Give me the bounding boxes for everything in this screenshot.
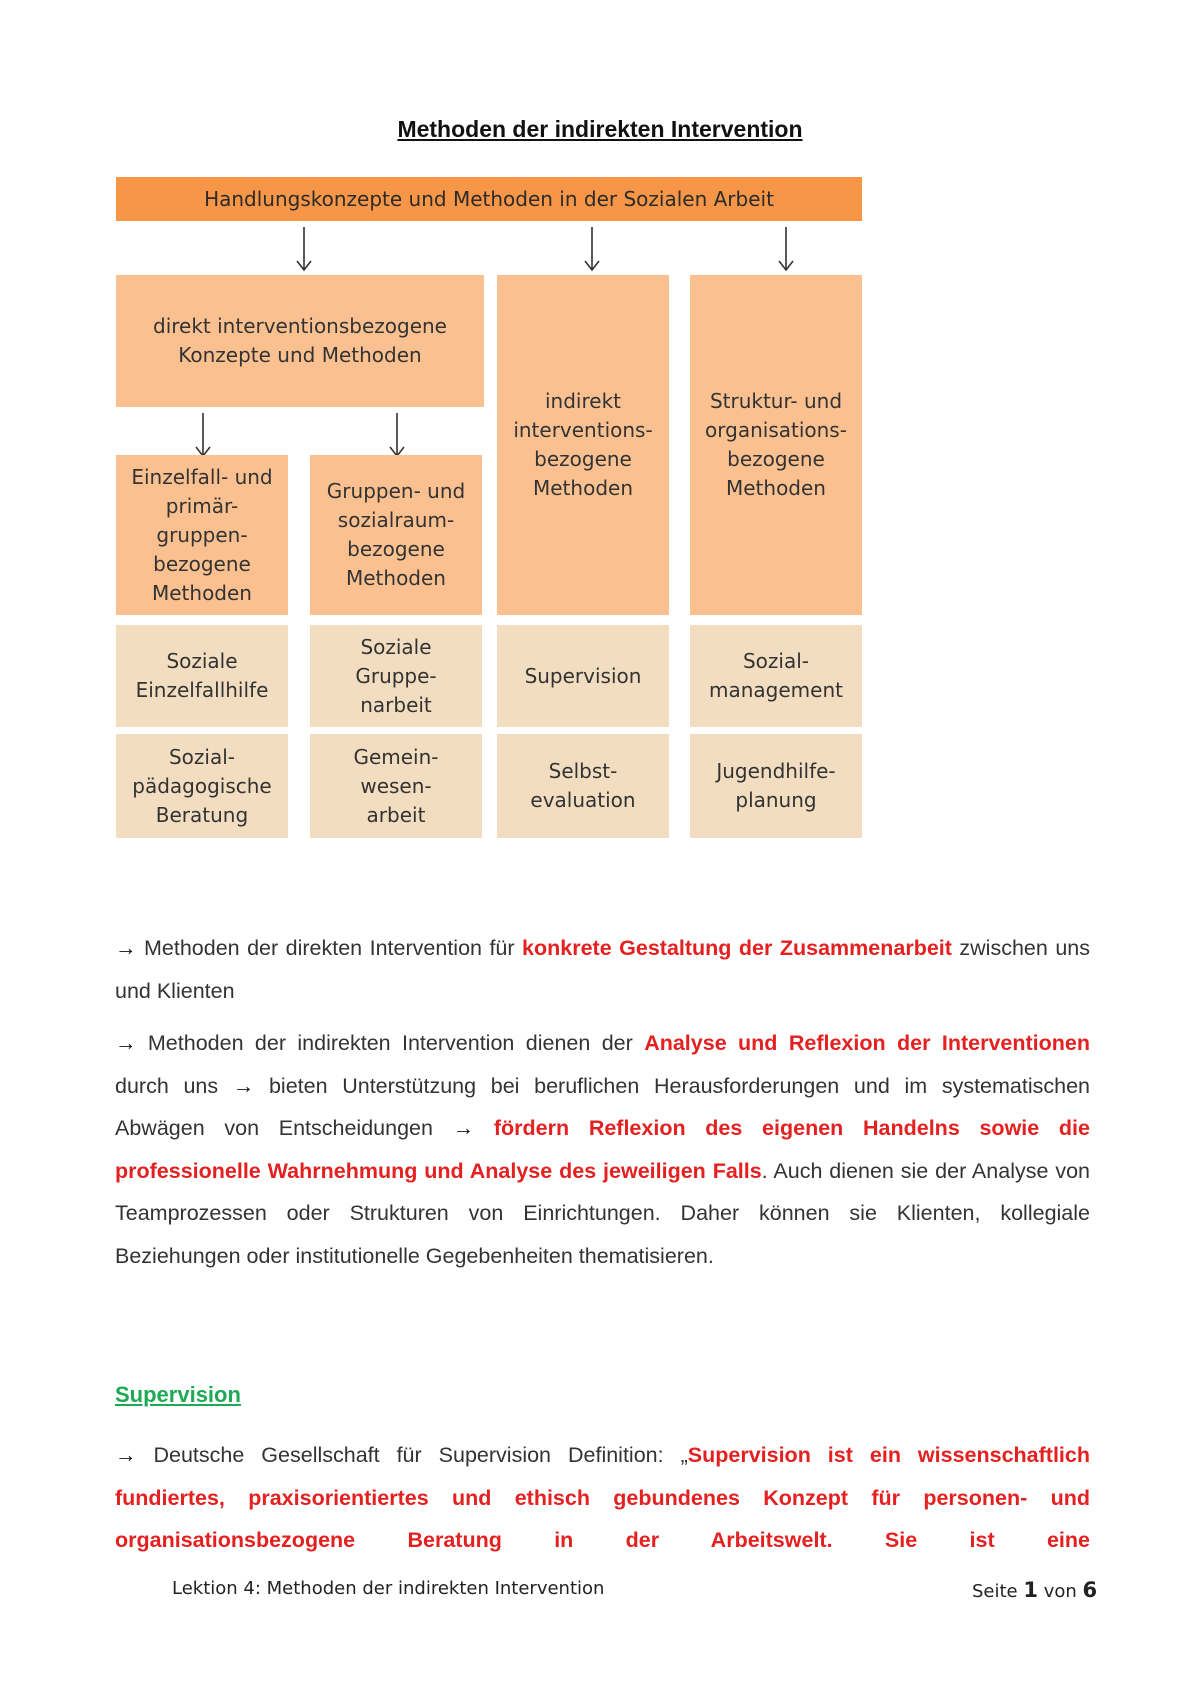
group-methods-box: Gruppen- und sozialraum- bezogene Methoden bbox=[310, 455, 482, 615]
text-run: . Auch dienen sie der Analyse von Teamprozessen oder Strukturen von Einrichtungen. Daher können sie Klienten, kollegiale Beziehungen oder institutionelle Gegebenheiten thematisieren. bbox=[115, 1158, 1090, 1268]
arrow-right-icon: → bbox=[232, 1073, 255, 1098]
arrow-right-icon: → bbox=[115, 1031, 137, 1055]
footer-lesson: Lektion 4: Methoden der indirekten Intervention bbox=[172, 1578, 605, 1599]
method-cell: Selbst- evaluation bbox=[497, 734, 669, 838]
highlight-text: fördern Reflexion des eigenen Handelns sowie die professionelle Wahrnehmung und Analyse des jeweiligen Falls bbox=[115, 1116, 1090, 1183]
method-cell: Sozial- management bbox=[690, 625, 862, 727]
text-run: bieten Unterstützung bei beruflichen Herausforderungen und im systematischen Abwägen von Entscheidungen bbox=[115, 1073, 1090, 1140]
arrow-right-icon: → bbox=[115, 936, 137, 960]
direct-methods-box: direkt interventionsbezogene Konzepte und Methoden bbox=[116, 275, 484, 407]
section-title-supervision: Supervision bbox=[115, 1382, 241, 1407]
highlight-text: konkrete Gestaltung der Zusammenarbeit bbox=[522, 936, 952, 960]
arrow-down-icon bbox=[582, 225, 602, 273]
highlight-text: Analyse und Reflexion der Interventionen bbox=[644, 1031, 1090, 1055]
methods-diagram bbox=[116, 177, 862, 841]
text-run: zwischen uns und Klienten bbox=[115, 936, 1090, 1003]
text-run: Deutsche Gesellschaft für Supervision Definition: bbox=[136, 1443, 681, 1467]
method-cell: Jugendhilfe- planung bbox=[690, 734, 862, 838]
arrow-down-icon bbox=[776, 225, 796, 273]
paragraph-indirect bbox=[115, 1022, 1090, 1277]
text-run: durch uns bbox=[115, 1073, 233, 1098]
footer-total-pages: 6 bbox=[1082, 1578, 1098, 1602]
arrow-down-icon bbox=[294, 225, 314, 273]
arrow-down-icon bbox=[387, 411, 407, 459]
indirect-methods-box: indirekt interventions- bezogene Methoden bbox=[497, 275, 669, 615]
highlight-text: Supervision ist ein wissenschaftlich fundiertes, praxisorientiertes und ethisch gebundenes Konzept für personen- und organisationsbezogene Beratung in der Arbeitswelt. Sie ist eine bbox=[115, 1443, 1090, 1552]
structure-methods-box: Struktur- und organisations- bezogene Methoden bbox=[690, 275, 862, 615]
quote-mark: „ bbox=[680, 1443, 688, 1467]
arrow-down-icon bbox=[193, 411, 213, 459]
diagram-header: Handlungskonzepte und Methoden in der Sozialen Arbeit bbox=[116, 177, 862, 221]
arrow-right-icon: → bbox=[115, 1443, 137, 1467]
text-run: Methoden der direkten Intervention für bbox=[136, 936, 523, 960]
page-title: Methoden der indirekten Intervention bbox=[397, 116, 803, 142]
footer-page-number bbox=[972, 1578, 1097, 1602]
paragraph-direct bbox=[115, 927, 1090, 1012]
method-cell: Gemein- wesen- arbeit bbox=[310, 734, 482, 838]
method-cell: Soziale Einzelfallhilfe bbox=[116, 625, 288, 727]
footer-seite: Seite bbox=[972, 1581, 1018, 1602]
single-case-methods-box: Einzelfall- und primär- gruppen- bezogene Methoden bbox=[116, 455, 288, 615]
footer-current-page: 1 bbox=[1023, 1578, 1038, 1602]
method-cell: Supervision bbox=[497, 625, 669, 727]
paragraph-supervision bbox=[115, 1434, 1090, 1562]
arrow-right-icon: → bbox=[452, 1116, 475, 1140]
text-run: Methoden der indirekten Intervention dienen der bbox=[136, 1031, 645, 1055]
method-cell: Soziale Gruppe- narbeit bbox=[310, 625, 482, 727]
footer-von: von bbox=[1043, 1581, 1077, 1602]
method-cell: Sozial- pädagogische Beratung bbox=[116, 734, 288, 838]
